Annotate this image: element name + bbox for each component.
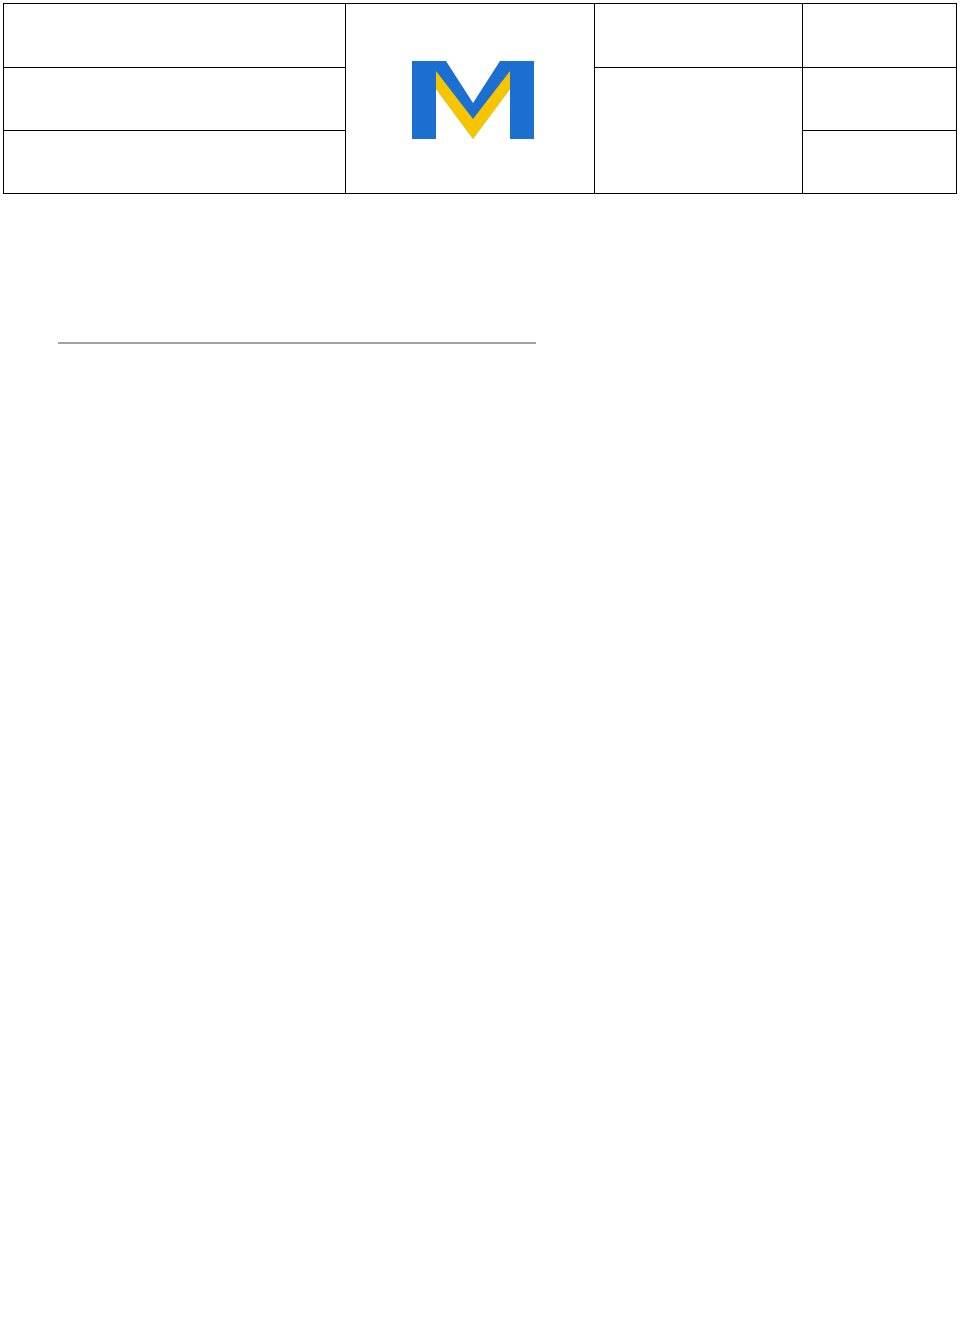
- method-diagram: [58, 318, 818, 718]
- section-2-3-heading: [3, 1258, 41, 1281]
- document-header: [3, 3, 957, 194]
- mina-meddelanden-logo: [410, 59, 536, 167]
- section-2-2-heading: [3, 224, 41, 247]
